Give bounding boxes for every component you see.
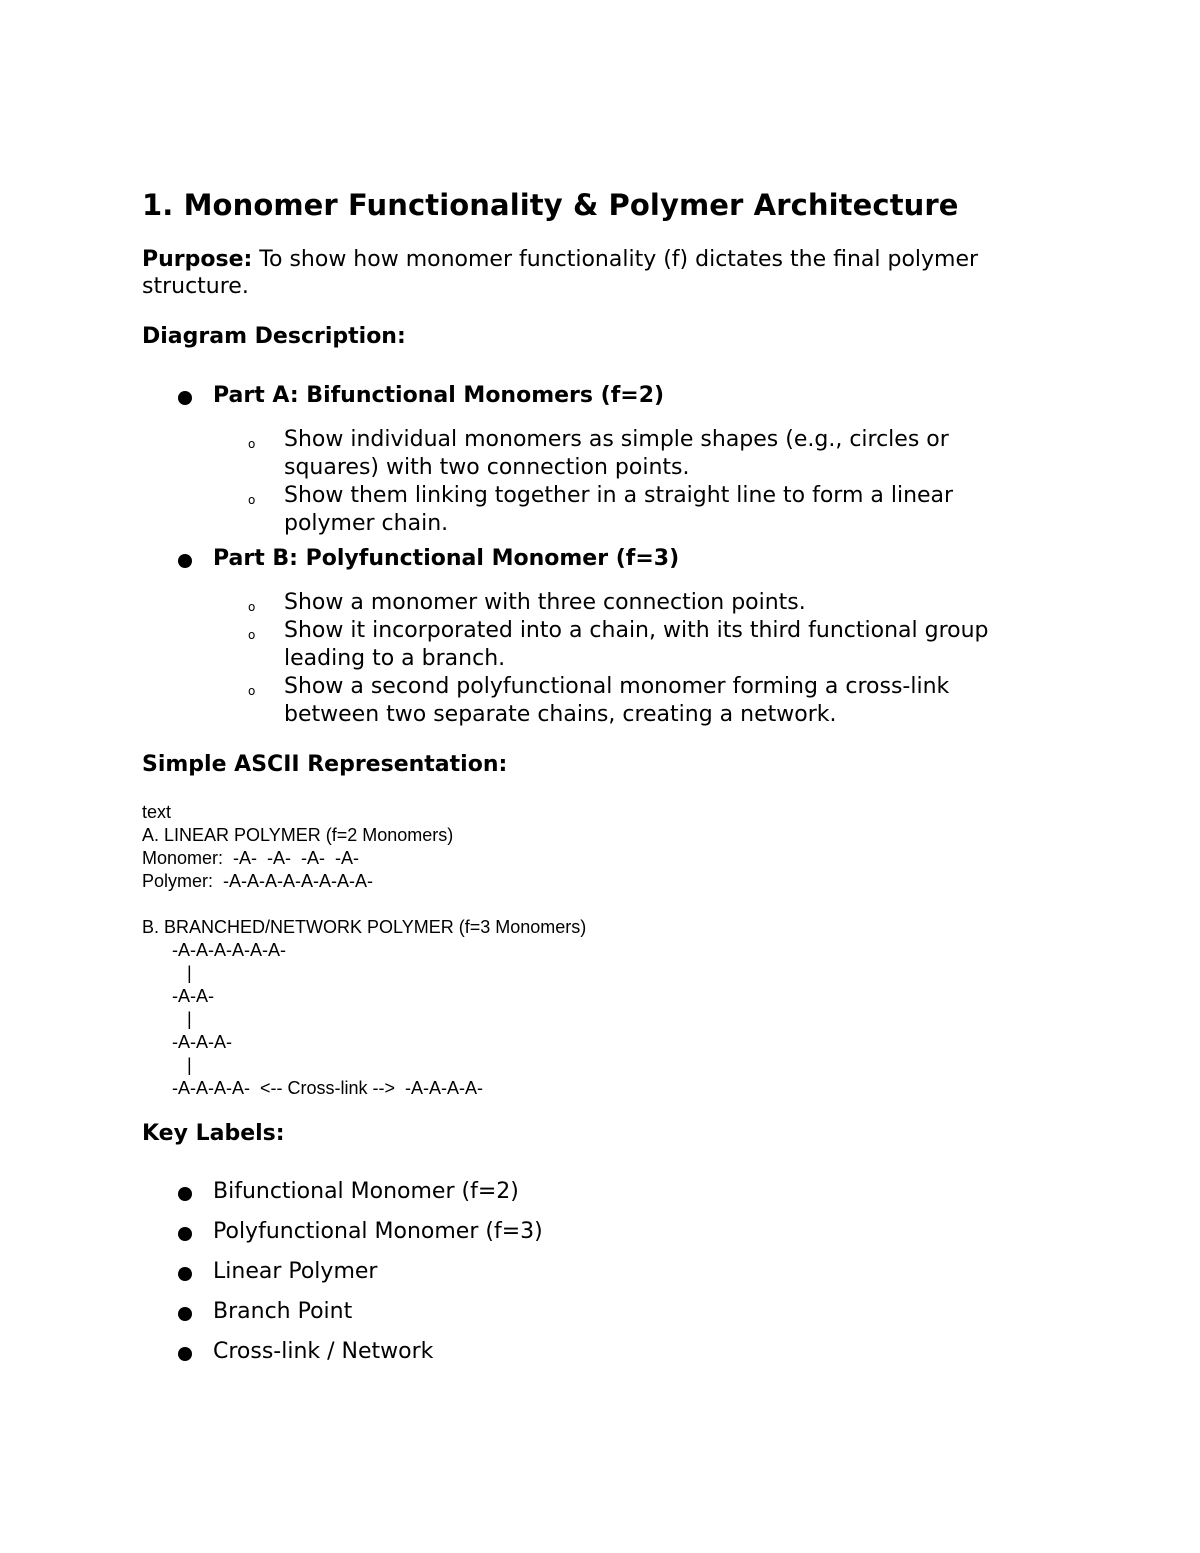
list-item — [178, 1178, 519, 1206]
purpose-paragraph — [142, 246, 1052, 300]
ascii-heading: Simple ASCII Representation: — [142, 752, 508, 777]
sub-bullet-icon: o — [248, 600, 256, 614]
bullet-icon — [178, 1267, 192, 1281]
ascii-line: | — [142, 1009, 192, 1029]
key-label-item: Cross-link / Network — [213, 1339, 434, 1364]
key-label-item: Linear Polymer — [213, 1259, 378, 1284]
part-b-item-3: Show a second polyfunctional monomer forming a cross-link between two separate chains, creating a network. — [284, 674, 950, 727]
ascii-line: text — [142, 802, 172, 822]
list-item — [178, 1338, 433, 1366]
list-item — [248, 673, 1048, 729]
ascii-line: -A-A- — [142, 986, 214, 1006]
purpose-text: To show how monomer functionality (f) dictates the final polymer structure. — [142, 247, 979, 299]
part-b-label: Part B: Polyfunctional Monomer (f=3) — [213, 546, 680, 571]
page-title: 1. Monomer Functionality & Polymer Architecture — [142, 188, 959, 222]
key-label-item: Branch Point — [213, 1299, 353, 1324]
list-item — [178, 1258, 377, 1286]
ascii-line: A. LINEAR POLYMER (f=2 Monomers) — [142, 825, 454, 845]
list-item — [248, 426, 1048, 482]
ascii-line: -A-A-A-A- <-- Cross-link --> -A-A-A-A- — [142, 1078, 484, 1098]
sub-bullet-icon: o — [248, 437, 256, 451]
purpose-label: Purpose: — [142, 247, 253, 272]
ascii-line: -A-A-A- — [142, 1032, 232, 1052]
list-item — [248, 617, 1048, 673]
ascii-line: B. BRANCHED/NETWORK POLYMER (f=3 Monomers) — [142, 917, 587, 937]
bullet-icon — [178, 1347, 192, 1361]
diagram-description-heading: Diagram Description: — [142, 324, 406, 349]
part-b-item-1: Show a monomer with three connection points. — [284, 590, 806, 615]
part-b-item-2: Show it incorporated into a chain, with its third functional group leading to a branch. — [284, 618, 989, 671]
sub-bullet-icon: o — [248, 493, 256, 507]
list-item — [248, 482, 1048, 538]
ascii-line: Polymer: -A-A-A-A-A-A-A-A- — [142, 871, 374, 891]
bullet-icon — [178, 1187, 192, 1201]
key-label-item: Polyfunctional Monomer (f=3) — [213, 1219, 543, 1244]
ascii-line: | — [142, 963, 192, 983]
list-item — [178, 1298, 352, 1326]
sub-bullet-icon: o — [248, 628, 256, 642]
bullet-icon — [178, 1227, 192, 1241]
ascii-line: -A-A-A-A-A-A- — [142, 940, 286, 960]
list-item — [178, 545, 679, 573]
key-label-item: Bifunctional Monomer (f=2) — [213, 1179, 519, 1204]
bullet-icon — [178, 554, 192, 568]
list-item — [178, 1218, 543, 1246]
ascii-line: | — [142, 1055, 192, 1075]
ascii-line: Monomer: -A- -A- -A- -A- — [142, 848, 360, 868]
key-labels-heading: Key Labels: — [142, 1121, 285, 1146]
list-item — [178, 382, 664, 410]
bullet-icon — [178, 391, 192, 405]
sub-bullet-icon: o — [248, 684, 256, 698]
part-a-item-2: Show them linking together in a straight line to form a linear polymer chain. — [284, 483, 954, 536]
bullet-icon — [178, 1307, 192, 1321]
part-a-item-1: Show individual monomers as simple shapes (e.g., circles or squares) with two connection points. — [284, 427, 949, 480]
part-a-label: Part A: Bifunctional Monomers (f=2) — [213, 383, 665, 408]
